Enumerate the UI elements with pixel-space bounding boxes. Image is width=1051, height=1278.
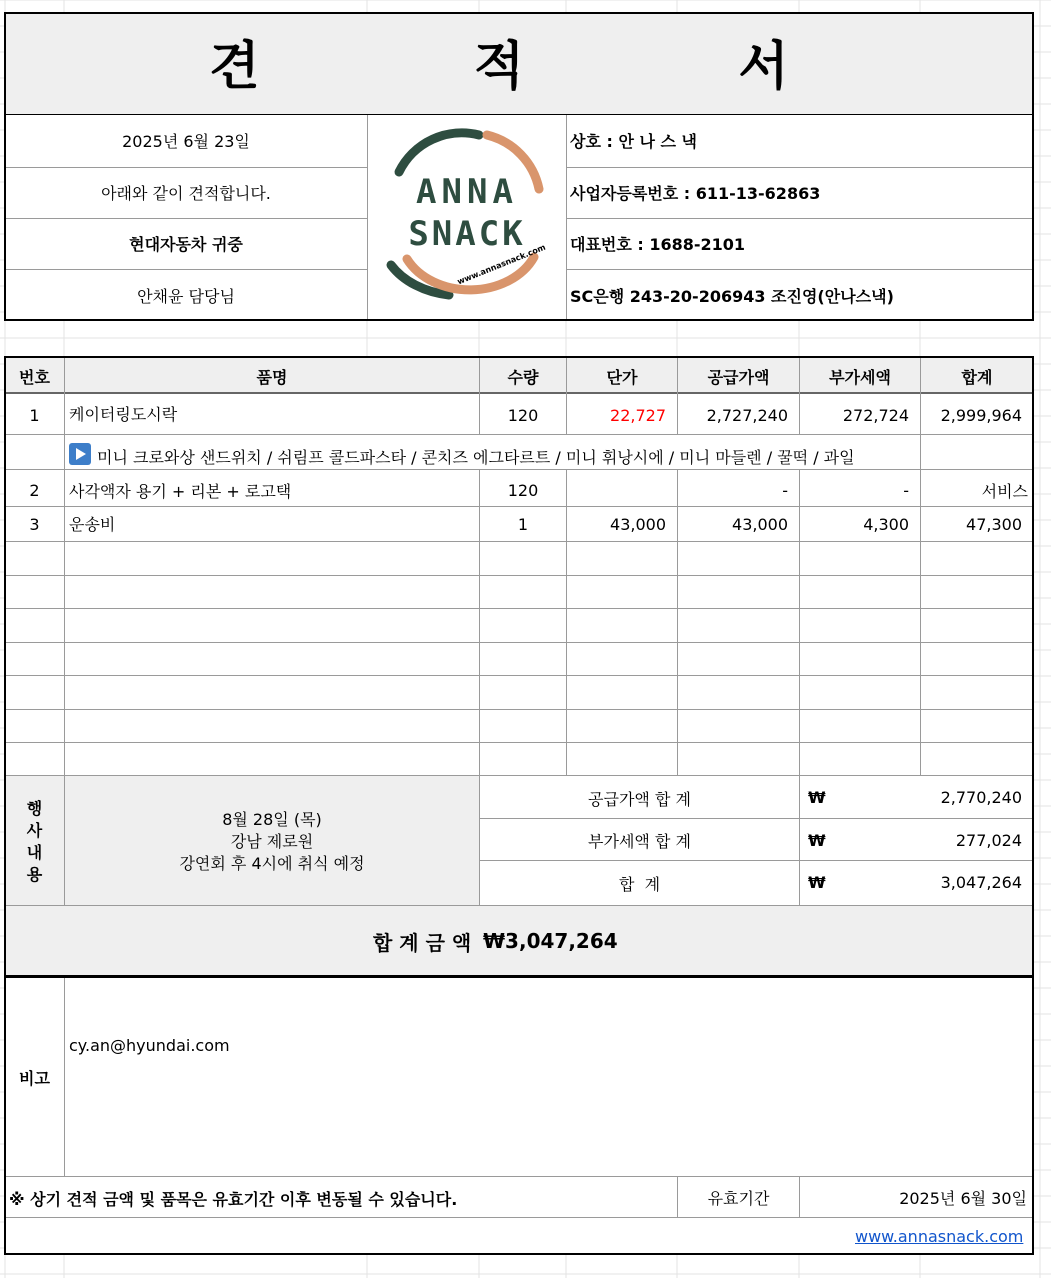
row3-qty: 1 [517, 515, 529, 534]
grand-total-label: 합 계 금 액 [373, 931, 472, 955]
summary-total-currency: ₩ [808, 873, 826, 892]
supplier-biz-number: 사업자등록번호 : 611-13-62863 [570, 184, 821, 203]
summary-vat-label: 부가세액 합 계 [588, 832, 691, 851]
menu-note: 미니 크로와상 샌드위치 / 쉬림프 콜드파스타 / 콘치즈 에그타르트 / 미니 휘낭시에 / 미니 마들렌 / 꿀떡 / 과일 [97, 448, 855, 467]
col-header-qty: 수량 [507, 368, 539, 387]
supplier-bank-account: SC은행 243-20-206943 조진영(안나스낵) [570, 287, 894, 306]
event-label-char-4: 용 [26, 865, 43, 884]
event-note: 강연회 후 4시에 취식 예정 [179, 854, 365, 873]
remarks-text: cy.an@hyundai.com [69, 1036, 230, 1055]
summary-vat-value: 277,024 [955, 831, 1022, 850]
website-link[interactable]: www.annasnack.com [855, 1227, 1024, 1246]
summary-supply-label: 공급가액 합 계 [588, 790, 691, 809]
event-label-char-3: 내 [26, 843, 43, 862]
row3-supply: 43,000 [732, 515, 788, 534]
row2-no: 2 [29, 481, 40, 500]
summary-total-value: 3,047,264 [940, 873, 1022, 892]
row3-name: 운송비 [69, 515, 116, 534]
remarks-border [4, 976, 1034, 1255]
event-date: 8월 28일 (목) [222, 810, 322, 829]
row1-total: 2,999,964 [940, 406, 1022, 425]
row2-supply: - [782, 481, 788, 500]
validity-date: 2025년 6월 30일 [899, 1189, 1027, 1208]
header-border [4, 12, 1034, 321]
row1-qty: 120 [507, 406, 539, 425]
summary-supply-value: 2,770,240 [940, 788, 1022, 807]
logo-url: www.annasnack.com [456, 242, 547, 287]
col-header-unit-price: 단가 [606, 368, 638, 387]
row1-name: 케이터링도시락 [69, 405, 178, 424]
col-header-no: 번호 [19, 368, 50, 387]
row2-vat: - [903, 481, 909, 500]
row3-unit-price: 43,000 [610, 515, 666, 534]
summary-vat-currency: ₩ [808, 831, 826, 850]
col-header-name: 품명 [256, 368, 288, 387]
row3-vat: 4,300 [863, 515, 909, 534]
quote-date: 2025년 6월 23일 [122, 132, 250, 151]
logo-text-snack: SNACK [408, 214, 526, 254]
row1-vat: 272,724 [842, 406, 909, 425]
event-label-char-2: 사 [26, 821, 43, 840]
validity-label: 유효기간 [707, 1189, 770, 1208]
recipient-company: 현대자동차 귀중 [129, 235, 243, 254]
recipient-contact: 안채윤 담당님 [137, 287, 235, 306]
row3-no: 3 [29, 515, 40, 534]
summary-total-label: 합 계 [618, 875, 661, 894]
row1-unit-price: 22,727 [610, 406, 666, 425]
col-header-vat: 부가세액 [829, 368, 891, 387]
row2-qty: 120 [507, 481, 539, 500]
row2-total: 서비스 [981, 482, 1028, 501]
logo-text-anna: ANNA [416, 172, 518, 212]
row1-no: 1 [29, 406, 40, 425]
grand-total-value: ₩3,047,264 [483, 929, 618, 953]
col-header-total: 합계 [961, 368, 993, 387]
items-table-border [4, 356, 1034, 977]
col-header-supply: 공급가액 [707, 368, 770, 387]
validity-notice: ※ 상기 견적 금액 및 품목은 유효기간 이후 변동될 수 있습니다. [9, 1190, 458, 1209]
greeting-text: 아래와 같이 견적합니다. [101, 184, 271, 203]
supplier-company: 상호 : 안 나 스 낵 [570, 132, 697, 151]
row3-total: 47,300 [966, 515, 1022, 534]
page-title: 견 적 서 [209, 37, 829, 97]
supplier-phone: 대표번호 : 1688-2101 [570, 235, 746, 254]
remarks-label: 비고 [19, 1069, 50, 1088]
event-place: 강남 제로원 [230, 832, 314, 851]
row1-supply: 2,727,240 [706, 406, 788, 425]
summary-supply-currency: ₩ [808, 788, 826, 807]
event-label-char-1: 행 [26, 799, 43, 818]
row2-name: 사각액자 용기 + 리본 + 로고택 [69, 482, 292, 501]
